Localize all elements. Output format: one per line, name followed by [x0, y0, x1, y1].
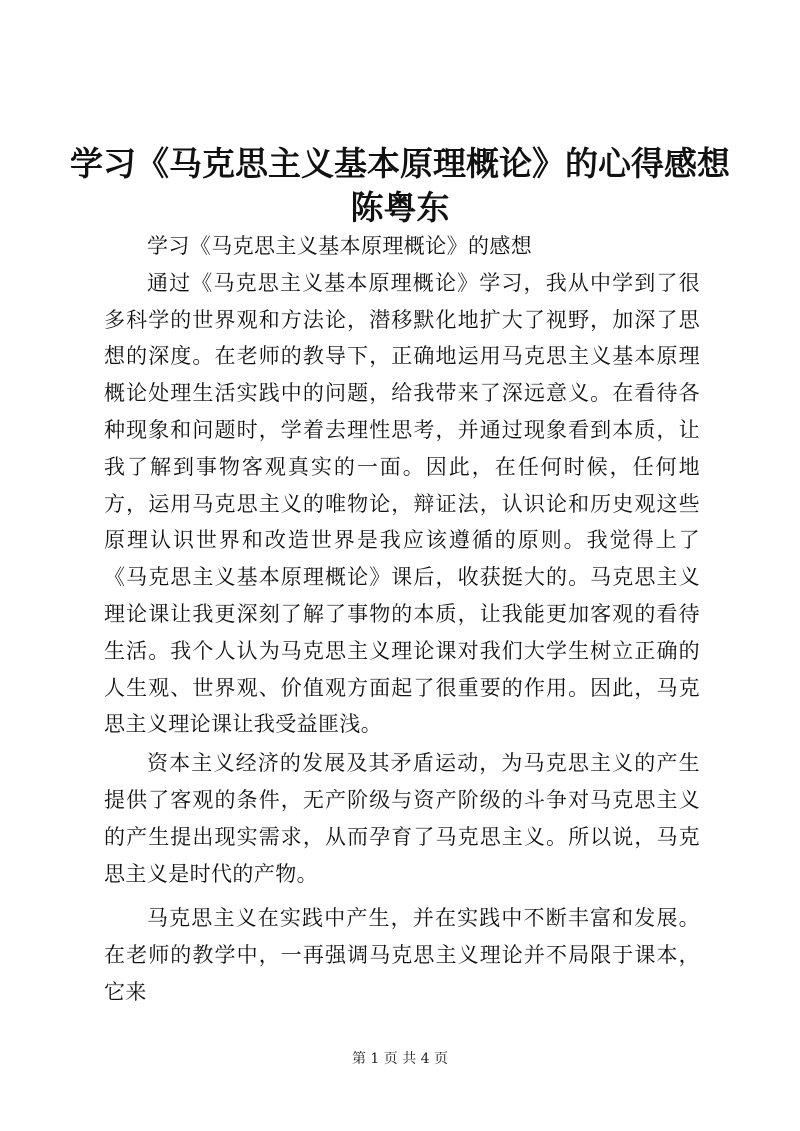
document-author: 陈粤东	[350, 188, 450, 227]
document-title: 学习《马克思主义基本原理概论》的心得感想	[70, 144, 730, 183]
body-paragraph-2: 资本主义经济的发展及其矛盾运动，为马克思主义的产生提供了客观的条件，无产阶级与资产阶级的斗争对马克思主义的产生提出现实需求，从而孕育了马克思主义。所以说，马克思主义是时代的产物。	[104, 751, 700, 886]
document-body	[104, 228, 700, 1011]
body-paragraph-3: 马克思主义在实践中产生，并在实践中不断丰富和发展。在老师的教学中，一再强调马克思主义理论并不局限于课本，它来	[104, 906, 700, 1004]
body-subtitle: 学习《马克思主义基本原理概论》的感想	[147, 234, 533, 258]
page-footer: 第 1 页 共 4 页	[351, 1051, 449, 1067]
body-paragraph-1: 通过《马克思主义基本原理概论》学习，我从中学到了很多科学的世界观和方法论，潜移默化地扩大了视野，加深了思想的深度。在老师的教导下，正确地运用马克思主义基本原理概论处理生活实践中的问题，给我带来了深远意义。在看待各种现象和问题时，学着去理性思考，并通过现象看到本质，让我了解到事物客观真实的一面。因此，在任何时候，任何地方，运用马克思主义的唯物论，辩证法，认识论和历史观这些原理认识世界和改造世界是我应该遵循的原则。我觉得上了《马克思主义基本原理概论》课后，收获挺大的。马克思主义理论课让我更深刻了解了事物的本质，让我能更加客观的看待生活。我个人认为马克思主义理论课对我们大学生树立正确的人生观、世界观、价值观方面起了很重要的作用。因此，马克思主义理论课让我受益匪浅。	[104, 270, 700, 737]
